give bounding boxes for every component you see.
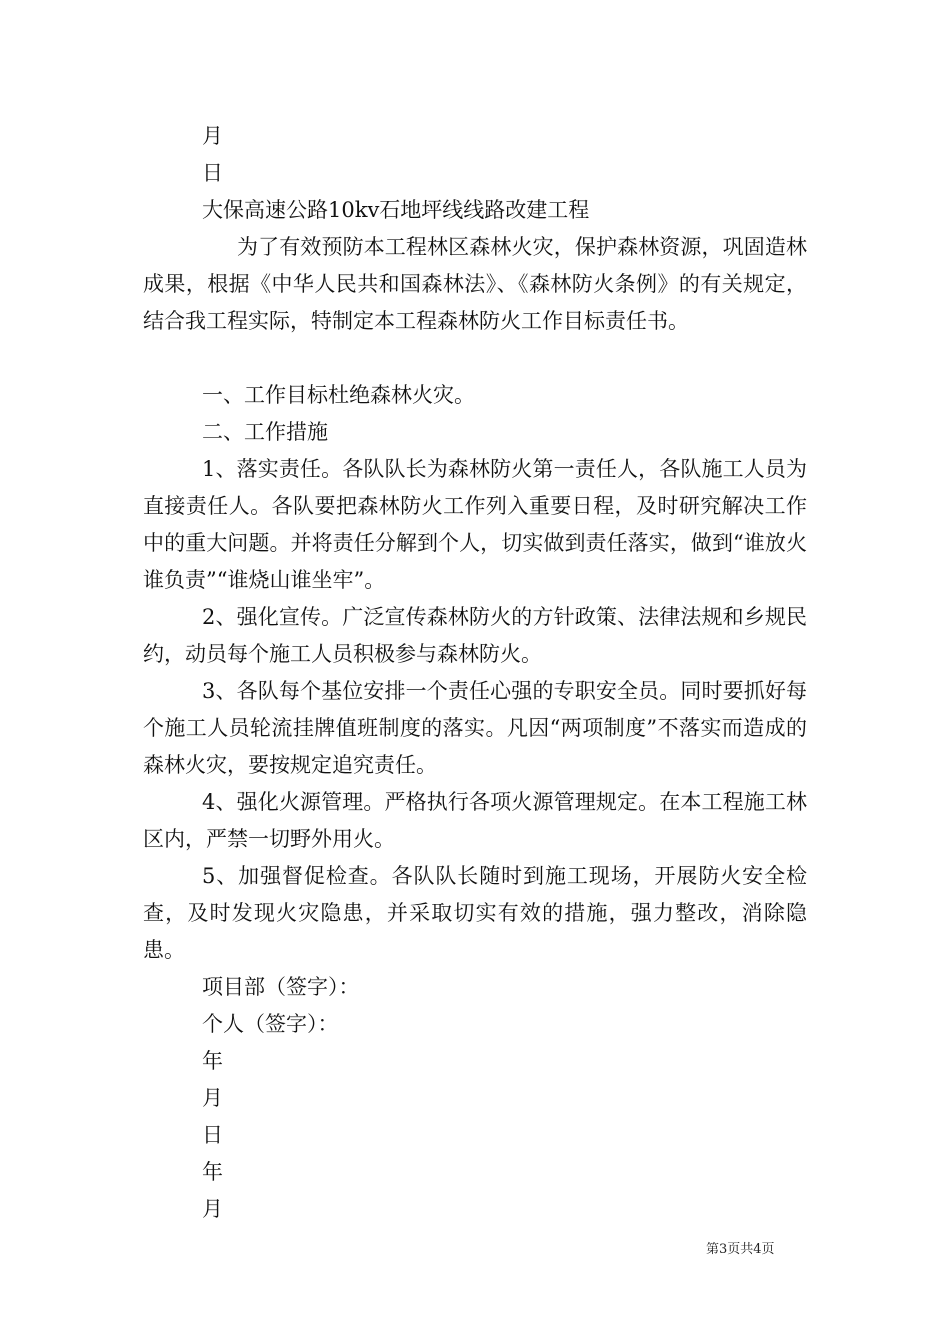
intro-paragraph: 为了有效预防本工程林区森林火灾，保护森林资源，巩固造林成果，根据《中华人民共和国森林法》、《森林防火条例》的有关规定，结合我工程实际，特制定本工程森林防火工作目标责任书。 xyxy=(143,235,807,333)
measure-5: 5、加强督促检查。各队队长随时到施工现场，开展防火安全检查，及时发现火灾隐患，并采取切实有效的措施，强力整改，消除隐患。 xyxy=(143,864,807,962)
measure-4: 4、强化火源管理。严格执行各项火源管理规定。在本工程施工林区内，严禁一切野外用火。 xyxy=(143,790,807,851)
date-day-top: 日 xyxy=(202,161,223,185)
measure-1: 1、落实责任。各队队长为森林防火第一责任人，各队施工人员为直接责任人。各队要把森林防火工作列入重要日程，及时研究解决工作中的重大问题。并将责任分解到个人，切实做到责任落实，做到“谁放火谁负责”“谁烧山谁坐牢”。 xyxy=(143,457,807,592)
signature-individual: 个人（签字）： xyxy=(202,1012,339,1036)
measure-3: 3、各队每个基位安排一个责任心强的专职安全员。同时要抓好每个施工人员轮流挂牌值班制度的落实。凡因“两项制度”不落实而造成的森林火灾，要按规定追究责任。 xyxy=(143,679,807,777)
date-month-1: 月 xyxy=(202,1086,223,1110)
date-month-2: 月 xyxy=(202,1197,223,1221)
section-goal: 一、工作目标杜绝森林火灾。 xyxy=(202,383,475,407)
section-measures-heading: 二、工作措施 xyxy=(202,420,328,444)
project-title: 大保高速公路10kv石地坪线线路改建工程 xyxy=(202,198,590,222)
signature-project-dept: 项目部（签字）： xyxy=(202,975,360,999)
date-year-2: 年 xyxy=(202,1160,223,1184)
date-day-1: 日 xyxy=(202,1123,223,1147)
measure-2: 2、强化宣传。广泛宣传森林防火的方针政策、法律法规和乡规民约，动员每个施工人员积极参与森林防火。 xyxy=(143,605,807,666)
date-month-top: 月 xyxy=(202,124,223,148)
page-footer: 第3页共4页 xyxy=(706,1242,775,1257)
date-year-1: 年 xyxy=(202,1049,223,1073)
